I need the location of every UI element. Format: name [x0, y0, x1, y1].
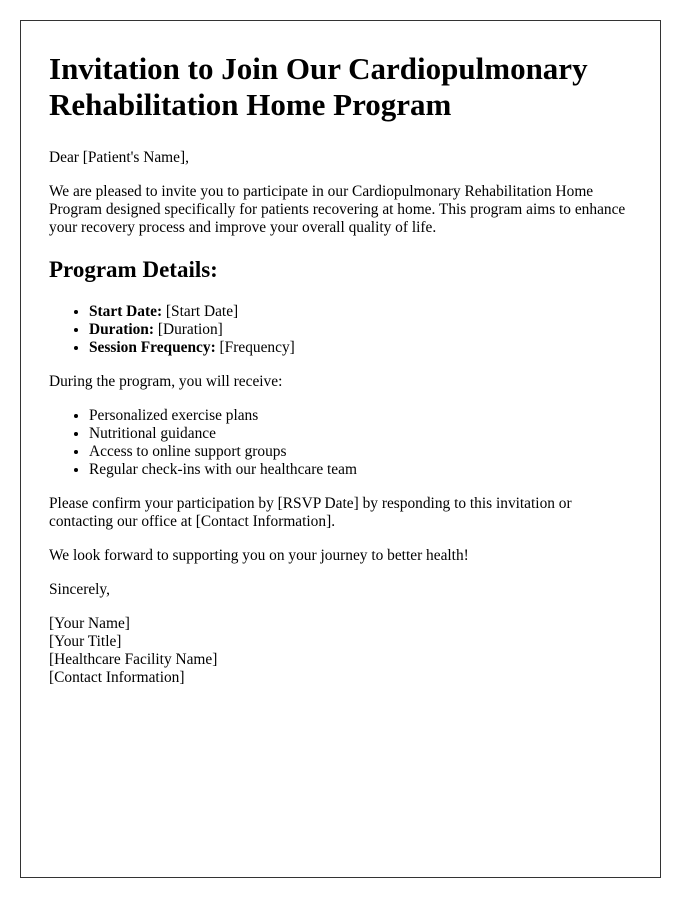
detail-label: Start Date:	[89, 303, 163, 320]
detail-value: [Duration]	[153, 321, 223, 338]
intro-paragraph: We are pleased to invite you to participate in our Cardiopulmonary Rehabilitation Home Program designed specifically for patients recovering at home. This program aims to enhance your recovery process and improve your overall quality of life.	[49, 183, 626, 236]
page-title: Invitation to Join Our Cardiopulmonary Rehabilitation Home Program	[49, 51, 588, 122]
detail-value: [Start Date]	[162, 303, 239, 320]
signature-block	[49, 615, 639, 687]
rsvp-paragraph: Please confirm your participation by [RSVP Date] by responding to this invitation or contacting our office at [Contact Information].	[49, 495, 572, 530]
detail-label: Session Frequency:	[89, 339, 216, 356]
detail-start-date	[89, 303, 639, 321]
closing-statement: We look forward to supporting you on your journey to better health!	[49, 547, 469, 564]
signature-name: [Your Name]	[49, 615, 130, 632]
signature-contact: [Contact Information]	[49, 669, 185, 686]
signoff: Sincerely,	[49, 581, 110, 598]
letter-page	[20, 20, 661, 878]
letter-content	[49, 51, 639, 687]
signature-facility: [Healthcare Facility Name]	[49, 651, 218, 668]
list-item: • Access to online support groups	[89, 443, 639, 461]
salutation: Dear [Patient's Name],	[49, 149, 189, 166]
list-item: • Nutritional guidance	[89, 425, 639, 443]
benefits-intro: During the program, you will receive:	[49, 373, 283, 390]
program-details-list	[49, 303, 639, 357]
signature-title: [Your Title]	[49, 633, 122, 650]
detail-session-frequency	[89, 339, 639, 357]
detail-duration	[89, 321, 639, 339]
list-item: • Personalized exercise plans	[89, 407, 639, 425]
benefits-list	[49, 407, 639, 479]
list-item: • Regular check-ins with our healthcare team	[89, 461, 639, 479]
detail-label: Duration:	[89, 321, 154, 338]
program-details-heading: Program Details:	[49, 257, 218, 282]
detail-value: [Frequency]	[215, 339, 295, 356]
